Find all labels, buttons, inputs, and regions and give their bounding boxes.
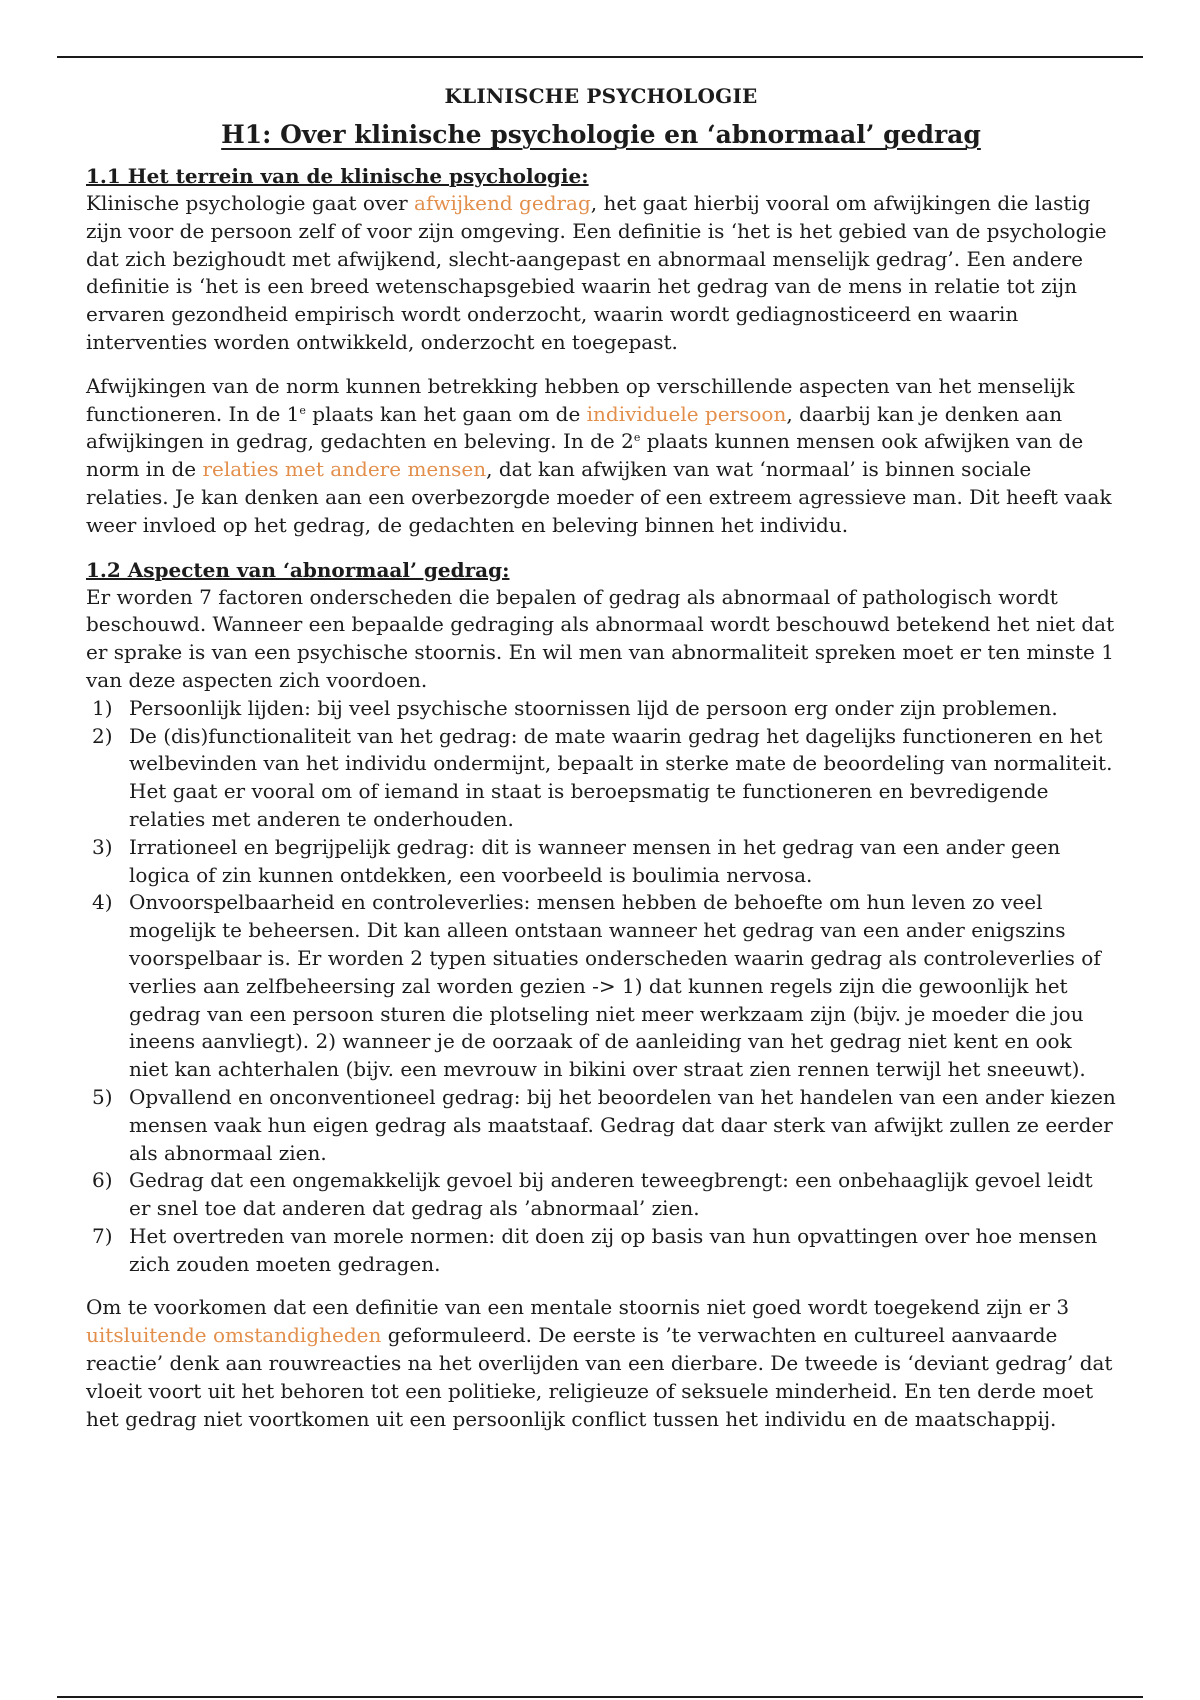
list-item-text: Persoonlijk lijden: bij veel psychische stoornissen lijd de persoon erg onder zijn problemen. xyxy=(129,695,1058,720)
text-run: Om te voorkomen dat een definitie van een mentale stoornis niet goed wordt toegekend zijn er 3 xyxy=(86,1295,1070,1320)
list-item xyxy=(86,1084,1116,1167)
list-number: 3) xyxy=(92,834,113,859)
top-rule xyxy=(57,56,1143,58)
document-title: KLINISCHE PSYCHOLOGIE xyxy=(444,84,758,108)
highlight-uitsluitende-omstandigheden: uitsluitende omstandigheden xyxy=(86,1323,382,1348)
list-item-text: Gedrag dat een ongemakkelijk gevoel bij anderen teweegbrengt: een onbehaaglijk gevoel leidt er snel toe dat anderen dat gedrag als ’abnormaal’ zien. xyxy=(129,1168,1093,1221)
list-item xyxy=(86,695,1116,723)
chapter-title: H1: Over klinische psychologie en ‘abnormaal’ gedrag xyxy=(221,120,981,149)
section-heading-1-2: 1.2 Aspecten van ‘abnormaal’ gedrag: xyxy=(86,557,510,582)
list-item xyxy=(86,1167,1116,1223)
list-number: 6) xyxy=(92,1168,113,1193)
text-run: , daarbij kan je denken aan afwijkingen in gedrag, gedachten en beleving. In de 2 xyxy=(86,401,1063,454)
paragraph-norm-deviations xyxy=(86,373,1116,540)
superscript: e xyxy=(633,431,641,445)
list-number: 1) xyxy=(92,695,113,720)
text-run: Afwijkingen van de norm kunnen betrekking hebben op verschillende aspecten van het menselijk functioneren. In de 1 xyxy=(86,373,1075,426)
highlight-afwijkend-gedrag: afwijkend gedrag xyxy=(414,191,591,215)
text-run: , dat kan afwijken van wat ‘normaal’ is binnen sociale relaties. Je kan denken aan een overbezorgde moeder of een extreem agressieve man. Dit heeft vaak weer invloed op het gedrag, de gedachten en beleving binnen het individu. xyxy=(86,457,1112,537)
list-item xyxy=(86,834,1116,890)
text-run: geformuleerd. De eerste is ’te verwachten en cultureel aanvaarde reactie’ denk aan rouwreacties na het overlijden van een dierbare. De tweede is ‘deviant gedrag’ dat vloeit voort uit het behoren tot een politieke, religieuze of seksuele minderheid. En ten derde moet het gedrag niet voortkomen uit een persoonlijk conflict tussen het individu en de maatschappij. xyxy=(86,1323,1113,1431)
paragraph-exclusion-circumstances xyxy=(86,1294,1116,1433)
text-run: Klinische psychologie gaat over xyxy=(86,191,415,215)
list-item-text: De (dis)functionaliteit van het gedrag: de mate waarin gedrag het dagelijks functioneren en het welbevinden van het individu ondermijnt, bepaalt in sterke mate de beoordeling van normaliteit. Het gaat er vooral om of iemand in staat is beroepsmatig te functioneren en bevredigende relaties met anderen te onderhouden. xyxy=(129,723,1113,831)
document-page xyxy=(86,82,1116,1433)
list-item-text: Opvallend en onconventioneel gedrag: bij het beoordelen van het handelen van een ander kiezen mensen vaak hun eigen gedrag als maatstaaf. Gedrag dat daar sterk van afwijkt zullen ze eerder als abnormaal zien. xyxy=(129,1084,1116,1165)
highlight-individuele-persoon: individuele persoon xyxy=(586,401,787,426)
section-heading-1-1: 1.1 Het terrein van de klinische psychologie: xyxy=(86,164,589,188)
text-run: plaats kan het gaan om de xyxy=(305,401,587,426)
list-item xyxy=(86,723,1116,834)
list-item xyxy=(86,1223,1116,1279)
bottom-rule xyxy=(57,1696,1143,1698)
aspects-list xyxy=(86,695,1116,1279)
list-item xyxy=(86,889,1116,1084)
list-number: 5) xyxy=(92,1084,113,1109)
superscript: e xyxy=(299,403,306,417)
list-item-text: Onvoorspelbaarheid en controleverlies: mensen hebben de behoefte om hun leven zo veel mogelijk te beheersen. Dit kan alleen ontstaan wanneer het gedrag van een ander enigszins voorspelbaar is. Er worden 2 typen situaties onderscheden waarin gedrag als controleverlies of verlies aan zelfbeheersing zal worden gezien -> 1) dat kunnen regels zijn die gewoonlijk het gedrag van een persoon sturen die plotseling niet meer werkzaam zijn (bijv. je moeder die jou ineens aanvliegt). 2) wanneer je de oorzaak of de aanleiding van het gedrag niet kent en ook niet kan achterhalen (bijv. een mevrouw in bikini over straat zien rennen terwijl het sneeuwt). xyxy=(129,890,1101,1082)
paragraph-factors-intro: Er worden 7 factoren onderscheden die bepalen of gedrag als abnormaal of pathologisch wordt beschouwd. Wanneer een bepaalde gedraging als abnormaal wordt beschouwd betekend het niet dat er sprake is van een psychische stoornis. En wil men van abnormaliteit spreken moet er ten minste 1 van deze aspecten zich voordoen. xyxy=(86,584,1115,692)
paragraph-definition xyxy=(86,190,1116,357)
list-number: 4) xyxy=(92,890,113,915)
list-number: 7) xyxy=(92,1223,113,1248)
list-item-text: Het overtreden van morele normen: dit doen zij op basis van hun opvattingen over hoe mensen zich zouden moeten gedragen. xyxy=(129,1223,1098,1276)
list-item-text: Irrationeel en begrijpelijk gedrag: dit is wanneer mensen in het gedrag van een ander geen logica of zin kunnen ontdekken, een voorbeeld is boulimia nervosa. xyxy=(129,834,1061,887)
text-run: , het gaat hierbij vooral om afwijkingen die lastig zijn voor de persoon zelf of voor zijn omgeving. Een definitie is ‘het is het gebied van de psychologie dat zich bezighoudt met afwijkend, slecht-aangepast en abnormaal menselijk gedrag’. Een andere definitie is ‘het is een breed wetenschapsgebied waarin het gedrag van de mens in relatie tot zijn ervaren gezondheid empirisch wordt onderzocht, waarin wordt gediagnosticeerd en waarin interventies worden ontwikkeld, onderzocht en toegepast. xyxy=(86,191,1107,354)
list-number: 2) xyxy=(92,723,113,748)
text-run: plaats kunnen mensen ook afwijken van de norm in de xyxy=(86,429,1084,482)
highlight-relaties-met-andere-mensen: relaties met andere mensen xyxy=(202,457,487,482)
